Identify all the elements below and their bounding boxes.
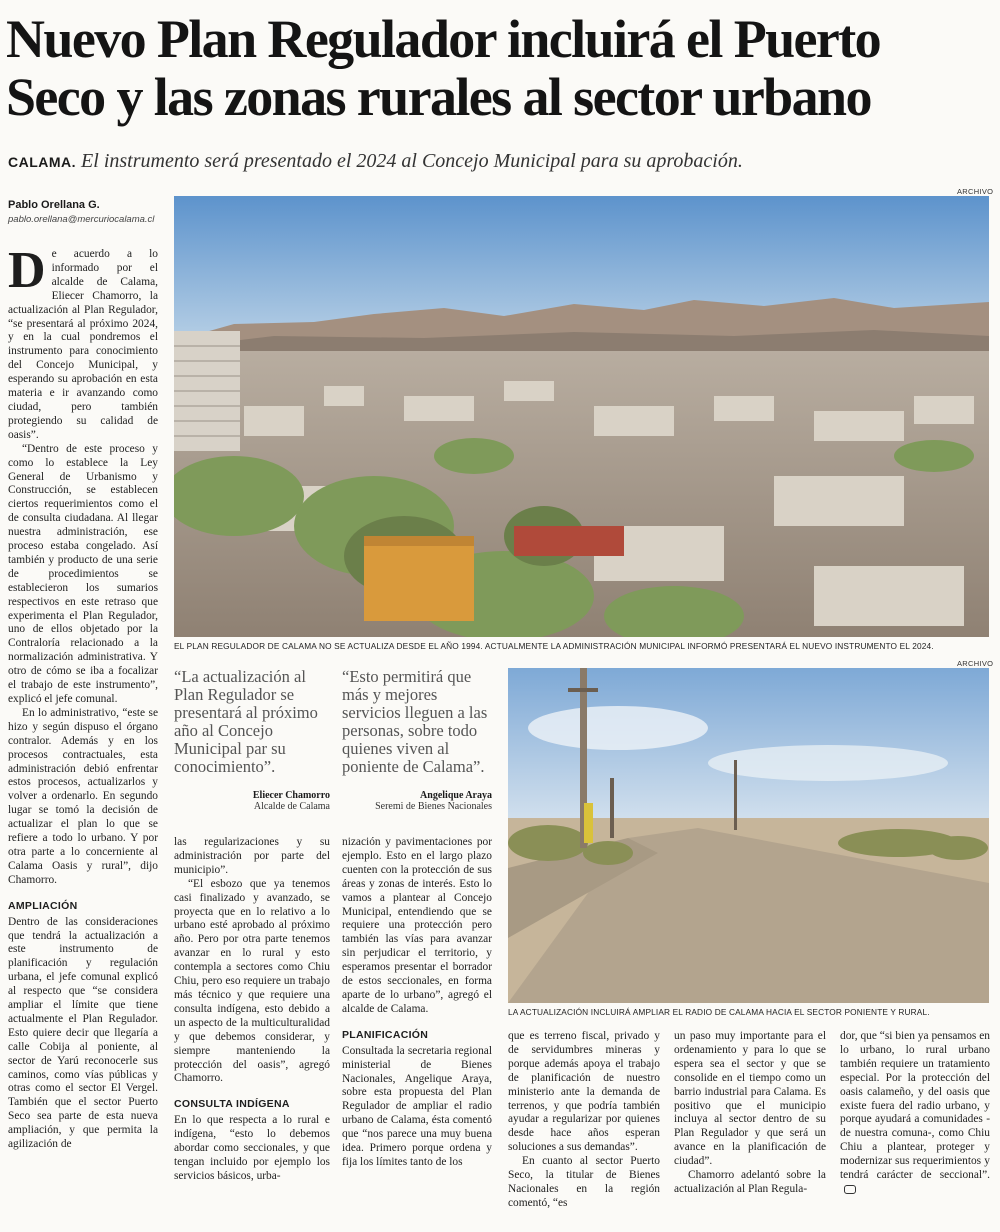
section-heading-ampliacion: AMPLIACIÓN [8,899,78,912]
headline-line-2: Seco y las zonas rurales al sector urbano [6,67,871,127]
article-paragraph: “Dentro de este proceso y como lo establece la Ley General de Urbanismo y Construcción, se establecen ciertos requerimientos como el de consulta ciudadana. Al llegar nuestra administración, ese proceso estaba congelado. Así también y producto de una serie de procedimientos se establecieron los sumarios respectivos en este retraso que experimenta el Plan Regulador, uno de ellos objetado por la Contraloría relacionado a la normalización administrativa. Y otro de cómo se iba a focalizar el trabajo de este instrumento”, explicó el jefe comunal. [8,442,158,705]
pull-quote-chamorro [174,668,330,812]
deck-line [8,148,998,175]
author-name: Pablo Orellana G. [8,199,100,211]
article-paragraph: un paso muy importante para el ordenamiento y para lo que se espera sea el sector y que se consolide en el tiempo como un barrio industrial para Calama. Es positivo que el municipio incluya al sector dentro de su Plan Regulador y que será un avance en la planificación de ciudad”. [674,1030,826,1168]
article-paragraph: las regularizaciones y su administración por parte del municipio”. [174,836,330,876]
pull-quote-name: Angelique Araya [420,790,492,801]
section-heading-planificacion: PLANIFICACIÓN [342,1028,429,1041]
section-heading-consulta-indigena: CONSULTA INDÍGENA [174,1098,290,1111]
article-paragraph: nización y pavimentaciones por ejemplo. Esto en el largo plazo cuenten con la protección de sus áreas y zonas de interés. Esto lo vamos a plantear al Concejo Municipal, entendiendo que se requiere una protección pero también las vías para avanzar sin perjudicar el territorio, y esperamos presentar el borrador de estos seccionales, en forma aparte de lo urbano”, agregó el alcalde de Calama. [342,836,492,1015]
city-panorama-image [174,196,989,637]
photo2-credit: ARCHIVO [957,659,994,668]
drop-cap: D [8,248,46,299]
article-column-3 [342,836,492,1228]
photo2-caption: LA ACTUALIZACIÓN INCLUIRÁ AMPLIAR EL RADIO DE CALAMA HACIA EL SECTOR PONIENTE Y RURAL. [508,1007,930,1017]
road-photo [508,668,989,1003]
article-column-1 [8,248,158,1228]
pull-quote-text: “Esto permitirá que más y mejores servicios lleguen a las personas, sobre todo quienes viven al poniente de Calama”. [342,667,488,776]
pull-quote-name: Eliecer Chamorro [252,790,330,801]
article-paragraph: “El esbozo que ya tenemos casi finalizado y avanzado, se proyecta que en lo relativo a lo urbano esté aprobado al próximo año. Pero por otra parte tenemos avanzar en lo rural y esto contempla a sectores como Chiu Chiu, pero eso requiere un trabajo más técnico y que requiere una consulta indígena, esto debido a un aspecto de la multiculturalidad y que debemos considerar, y siempre manteniendo la protección del oasis”, agregó Chamorro. [174,877,330,1085]
photo1-caption: EL PLAN REGULADOR DE CALAMA NO SE ACTUALIZA DESDE EL AÑO 1994. ACTUALMENTE LA ADMINISTRACIÓN MUNICIPAL INFORMÓ PRESENTARÁ EL NUEVO INSTRUMENTO EL 2024. [174,641,934,651]
city-panorama-photo [174,196,989,637]
road-image [508,668,989,1003]
deck: El instrumento será presentado el 2024 al Concejo Municipal para su aprobación. [81,150,743,172]
article-paragraph: En lo administrativo, “este se hizo y según dispuso el órgano contralor. Además y en los procesos contractuales, esta administración debió enfrentar estos procesos, actualizarlos y volver a ordenarlo. En segundo lugar se tomó la decisión de actualizar el plan lo que se refiere a todo lo urbano. Y por otra parte a lo concerniente al Calama Oasis y rural”, dijo Chamorro. [8,706,158,886]
article-paragraph: dor, que “si bien ya pensamos en lo urbano, lo rural urbano también requiere un tratamiento especial. Por la protección del oasis calameño, y del oasis que existe fuera del radio urbano, y porque ayudará a comunidades -de nuestra comuna-, como Chiu Chiu a plantear, proteger y modernizar sus requerimientos y tendrá carácter de seccional”. [840,1030,990,1197]
article-column-5 [674,1030,826,1228]
article-paragraph: que es terreno fiscal, privado y de servidumbres mineras y porque además apoya el trabajo de planificación de nuestro ministerio ante la demanda de terrenos, y que podría también ayudar a regularizar por quienes desde hace años esperan soluciones a sus demandas”. [508,1030,660,1154]
photo1-credit: ARCHIVO [957,187,994,196]
pull-quote-text: “La actualización al Plan Regulador se presentará al próximo año al Concejo Municipal par su conocimiento”. [174,667,318,776]
headline-line-1: Nuevo Plan Regulador incluirá el Puerto [6,9,881,69]
article-paragraph: En lo que respecta a lo rural e indígena, “esto lo debemos abordar como seccionales, y que tengan incluido por ejemplo los servicios básicos, urba- [174,1114,330,1182]
article-column-2 [174,836,330,1228]
article-paragraph: En cuanto al sector Puerto Seco, la titular de Bienes Nacionales en la región comentó, “es [508,1155,660,1209]
pull-quote-role: Alcalde de Calama [253,801,330,812]
author-email[interactable]: pablo.orellana@mercuriocalama.cl [8,214,155,225]
article-column-6 [840,1030,990,1228]
pull-quote-araya [342,668,492,812]
article-paragraph: Dentro de las consideraciones que tendrá la actualización a este instrumento de planificación y regulación urbana, el jefe comunal explicó al respecto que “se considera ampliar el límite que tiene actualmente el Plan Regulador. Esto quiere decir que llegaría a calle Cobija al poniente, al sector de Yarú reconocerle sus caminos, como vías públicas y otras como el sector El Vergel. También que el sector Puerto Seco sea parte de esta nueva ampliación, y que permita la agilización de [8,915,158,1151]
article-paragraph: Consultada la secretaria regional ministerial de Bienes Nacionales, Angelique Araya, sobre esta propuesta del Plan Regulador de ampliar el radio urbano de Calama, ésta comentó que “nos parece una muy buena idea. Primero porque ordena y fija los límites tanto de los [342,1044,492,1168]
headline [6,10,996,126]
kicker: CALAMA. [8,154,77,170]
article-paragraph: De acuerdo a lo informado por el alcalde de Calama, Eliecer Chamorro, la actualización al Plan Regulador, “se presentará al próximo 2024, y en la cual pondremos el instrumento para conocimiento del Concejo Municipal, y esperando su aprobación en esta materia e ir avanzando como ciudad, pero también protegiendo su calidad de oasis”. [8,248,158,441]
end-mark-icon [844,1185,856,1194]
pull-quote-role: Seremi de Bienes Nacionales [375,801,492,812]
article-paragraph: Chamorro adelantó sobre la actualización al Plan Regula- [674,1169,826,1195]
article-column-4 [508,1030,660,1228]
